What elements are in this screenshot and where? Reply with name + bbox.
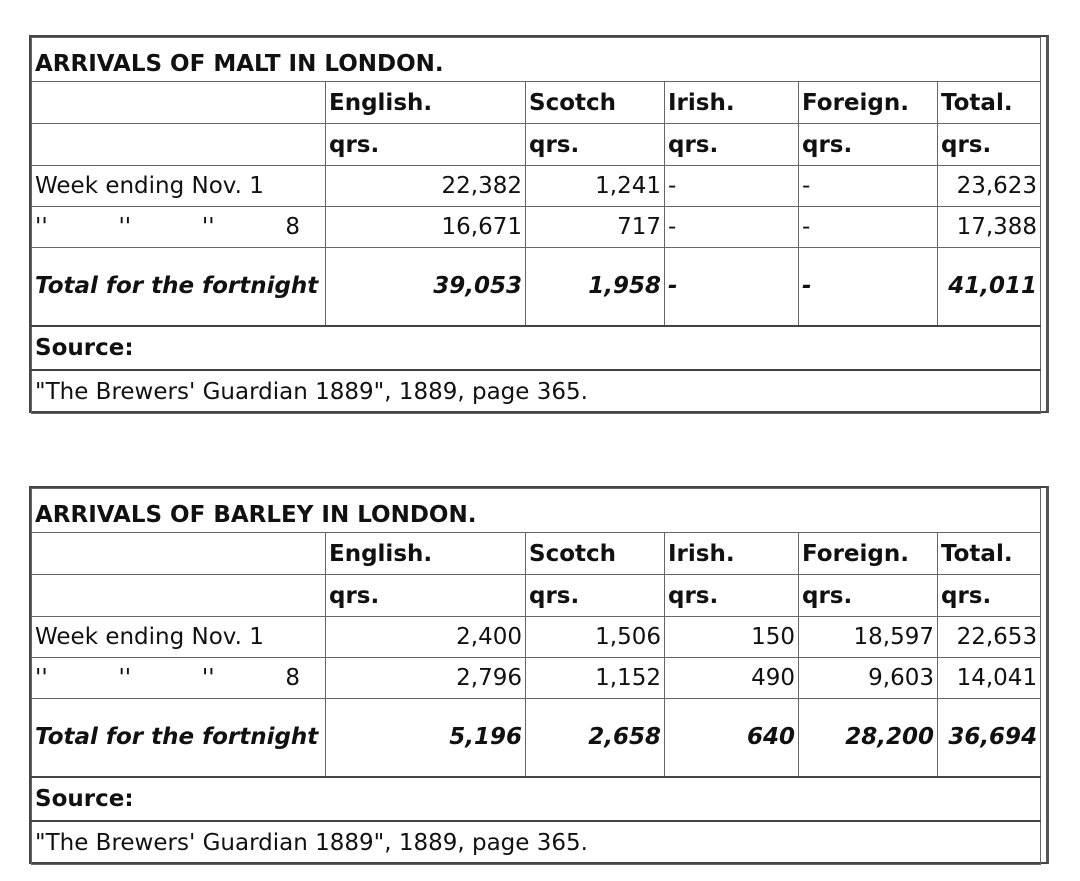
cell-scotch: 1,152 (526, 658, 665, 699)
cell-english: 2,796 (326, 658, 526, 699)
header-irish: Irish. (665, 533, 799, 575)
unit-total: qrs. (938, 575, 1041, 617)
unit-english: qrs. (326, 124, 526, 166)
cell-scotch: 1,241 (526, 166, 665, 207)
source-label: Source: (32, 326, 1041, 370)
header-total: Total. (938, 533, 1041, 575)
header-foreign: Foreign. (799, 533, 938, 575)
unit-english: qrs. (326, 575, 526, 617)
total-total: 36,694 (938, 699, 1041, 777)
header-irish: Irish. (665, 82, 799, 124)
cell-foreign: 9,603 (799, 658, 938, 699)
cell-total: 23,623 (938, 166, 1041, 207)
unit-foreign: qrs. (799, 575, 938, 617)
cell-irish: 490 (665, 658, 799, 699)
cell-total: 17,388 (938, 207, 1041, 248)
cell-foreign: 18,597 (799, 617, 938, 658)
table-row (32, 617, 1041, 658)
unit-irish: qrs. (665, 575, 799, 617)
source-text: "The Brewers' Guardian 1889", 1889, page 365. (32, 370, 1041, 414)
cell-english: 2,400 (326, 617, 526, 658)
total-total: 41,011 (938, 248, 1041, 326)
total-english: 39,053 (326, 248, 526, 326)
cell-irish: - (665, 166, 799, 207)
row-label-ditto (32, 658, 326, 699)
ditto-mark: '' (201, 214, 215, 240)
barley-table-grid (31, 488, 1041, 865)
total-irish: 640 (665, 699, 799, 777)
table-title: ARRIVALS OF MALT IN LONDON. (32, 38, 1041, 82)
table-row (32, 207, 1041, 248)
unit-total: qrs. (938, 124, 1041, 166)
total-row (32, 699, 1041, 777)
total-foreign: 28,200 (799, 699, 938, 777)
ditto-mark: '' (201, 665, 215, 691)
unit-cell-blank (32, 124, 326, 166)
ditto-mark: '' (35, 214, 48, 240)
cell-scotch: 1,506 (526, 617, 665, 658)
malt-table-grid (31, 37, 1041, 414)
cell-english: 22,382 (326, 166, 526, 207)
row-label: Week ending Nov. 1 (32, 166, 326, 207)
cell-total: 14,041 (938, 658, 1041, 699)
header-foreign: Foreign. (799, 82, 938, 124)
cell-irish: 150 (665, 617, 799, 658)
table-row (32, 658, 1041, 699)
total-english: 5,196 (326, 699, 526, 777)
header-english: English. (326, 82, 526, 124)
header-scotch: Scotch (526, 533, 665, 575)
header-cell-blank (32, 82, 326, 124)
total-label: Total for the fortnight (32, 699, 326, 777)
unit-cell-blank (32, 575, 326, 617)
cell-scotch: 717 (526, 207, 665, 248)
total-row (32, 248, 1041, 326)
header-scotch: Scotch (526, 82, 665, 124)
total-irish: - (665, 248, 799, 326)
cell-foreign: - (799, 166, 938, 207)
source-label: Source: (32, 777, 1041, 821)
header-cell-blank (32, 533, 326, 575)
unit-scotch: qrs. (526, 575, 665, 617)
ditto-mark: '' (118, 665, 132, 691)
total-scotch: 1,958 (526, 248, 665, 326)
ditto-mark: '' (35, 665, 48, 691)
total-scotch: 2,658 (526, 699, 665, 777)
barley-table (29, 486, 1049, 864)
table-title: ARRIVALS OF BARLEY IN LONDON. (32, 489, 1041, 533)
row-label: 8 (285, 214, 300, 240)
unit-scotch: qrs. (526, 124, 665, 166)
table-row (32, 166, 1041, 207)
cell-english: 16,671 (326, 207, 526, 248)
malt-table (29, 35, 1049, 413)
total-label: Total for the fortnight (32, 248, 326, 326)
header-english: English. (326, 533, 526, 575)
row-label: 8 (285, 665, 300, 691)
header-total: Total. (938, 82, 1041, 124)
cell-foreign: - (799, 207, 938, 248)
total-foreign: - (799, 248, 938, 326)
ditto-mark: '' (118, 214, 132, 240)
unit-foreign: qrs. (799, 124, 938, 166)
cell-total: 22,653 (938, 617, 1041, 658)
row-label: Week ending Nov. 1 (32, 617, 326, 658)
unit-irish: qrs. (665, 124, 799, 166)
source-text: "The Brewers' Guardian 1889", 1889, page 365. (32, 821, 1041, 865)
cell-irish: - (665, 207, 799, 248)
row-label-ditto (32, 207, 326, 248)
